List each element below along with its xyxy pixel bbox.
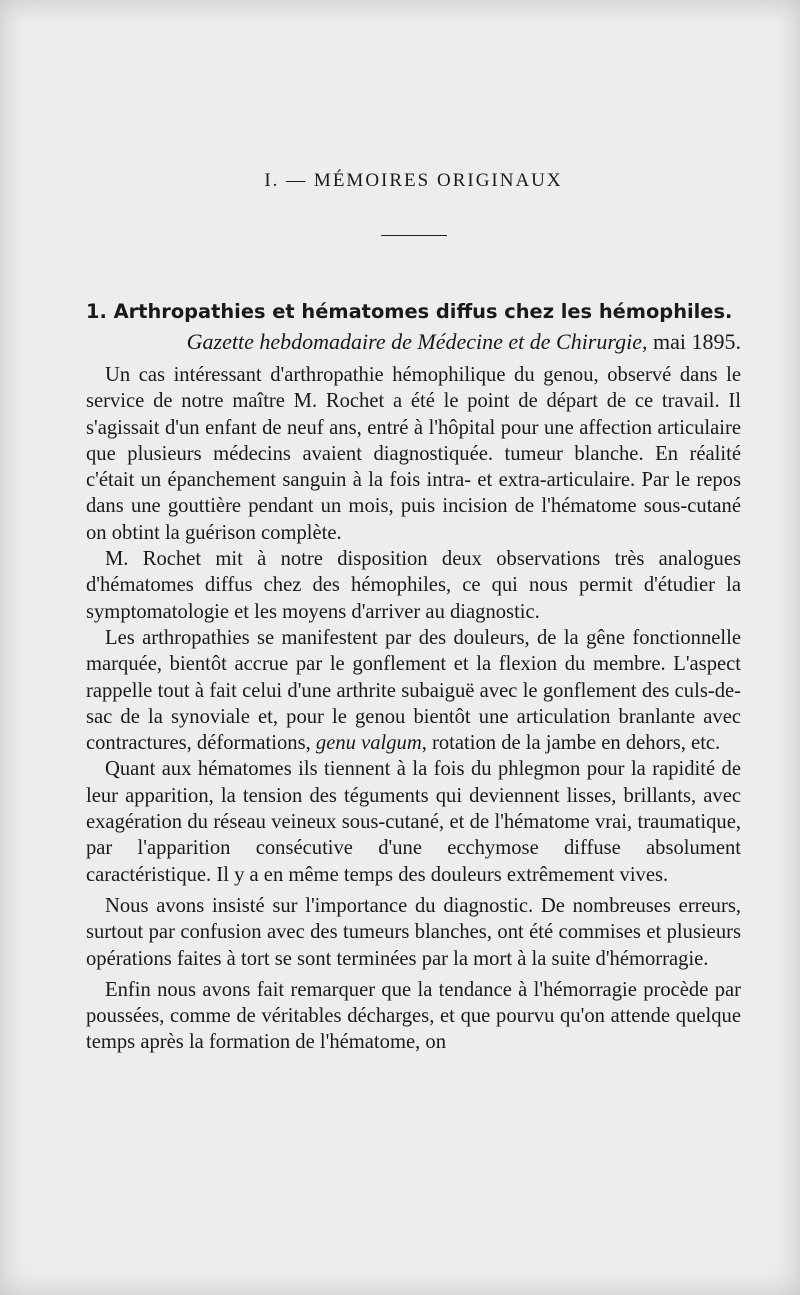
paragraph-6: Enfin nous avons fait remarquer que la tendance à l'hémorragie procède par poussées, comme de véritables décharges, et que pourvu qu'on attende quelque temps après la formation de l'hématome, on bbox=[86, 978, 741, 1054]
paragraph-3-text: Les arthropathies se manifestent par des douleurs, de la gêne fonctionnelle marquée, bientôt accrue par le gonflement et la flexion du membre. L'aspect rappelle tout à fait celui d'une arthrite subaiguë avec le gonflement des culs-de-sac de la synoviale et, pour le genou bientôt une articulation branlante avec contractures, déformations, bbox=[86, 626, 741, 755]
paragraph-4: Quant aux hématomes ils tiennent à la fois du phlegmon pour la rapidité de leur apparition, la tension des téguments qui deviennent lisses, brillants, avec exagération du réseau veineux sous-cutané, et de l'hématome vrai, traumatique, par l'apparition consécutive d'une ecchymose diffuse absolument caractéristique. Il y a en même temps des douleurs extrêmement vives. bbox=[86, 758, 741, 886]
source-journal: Gazette hebdomadaire de Médecine et de Chirurgie bbox=[186, 329, 642, 354]
article-title: 1. Arthropathies et hématomes diffus chez les hémophiles. bbox=[86, 300, 733, 323]
section-divider bbox=[381, 235, 447, 236]
source-date: , mai 1895. bbox=[642, 329, 741, 354]
paragraph-3-end: , rotation de la jambe en dehors, etc. bbox=[421, 732, 721, 755]
article-source bbox=[86, 329, 741, 355]
page-content bbox=[86, 170, 741, 1056]
paragraph-5: Nous avons insisté sur l'importance du diagnostic. De nombreuses erreurs, surtout par confusion avec des tumeurs blanches, ont été commises et plusieurs opérations faites à tort se sont terminées par la mort à la suite d'hémorragie. bbox=[86, 894, 741, 970]
paragraph-3-italic: genu valgum bbox=[315, 732, 422, 755]
article-body bbox=[86, 362, 741, 1056]
section-heading: I. — MÉMOIRES ORIGINAUX bbox=[264, 170, 563, 191]
paragraph-1: Un cas intéressant d'arthropathie hémophilique du genou, observé dans le service de notre maître M. Rochet a été le point de départ de ce travail. Il s'agissait d'un enfant de neuf ans, entré à l'hôpital pour une affection articulaire que plusieurs médecins avaient diagnostiquée. tumeur blanche. En réalité c'était un épanchement sanguin à la fois intra- et extra-articulaire. Par le repos dans une gouttière pendant un mois, puis incision de l'hématome sous-cutané on obtint la guérison complète. bbox=[86, 364, 741, 544]
paragraph-2: M. Rochet mit à notre disposition deux observations très analogues d'hématomes diffus chez des hémophiles, ce qui nous permit d'étudier la symptomatologie et les moyens d'arriver au diagnostic. bbox=[86, 548, 741, 623]
paragraph-3 bbox=[86, 625, 741, 756]
